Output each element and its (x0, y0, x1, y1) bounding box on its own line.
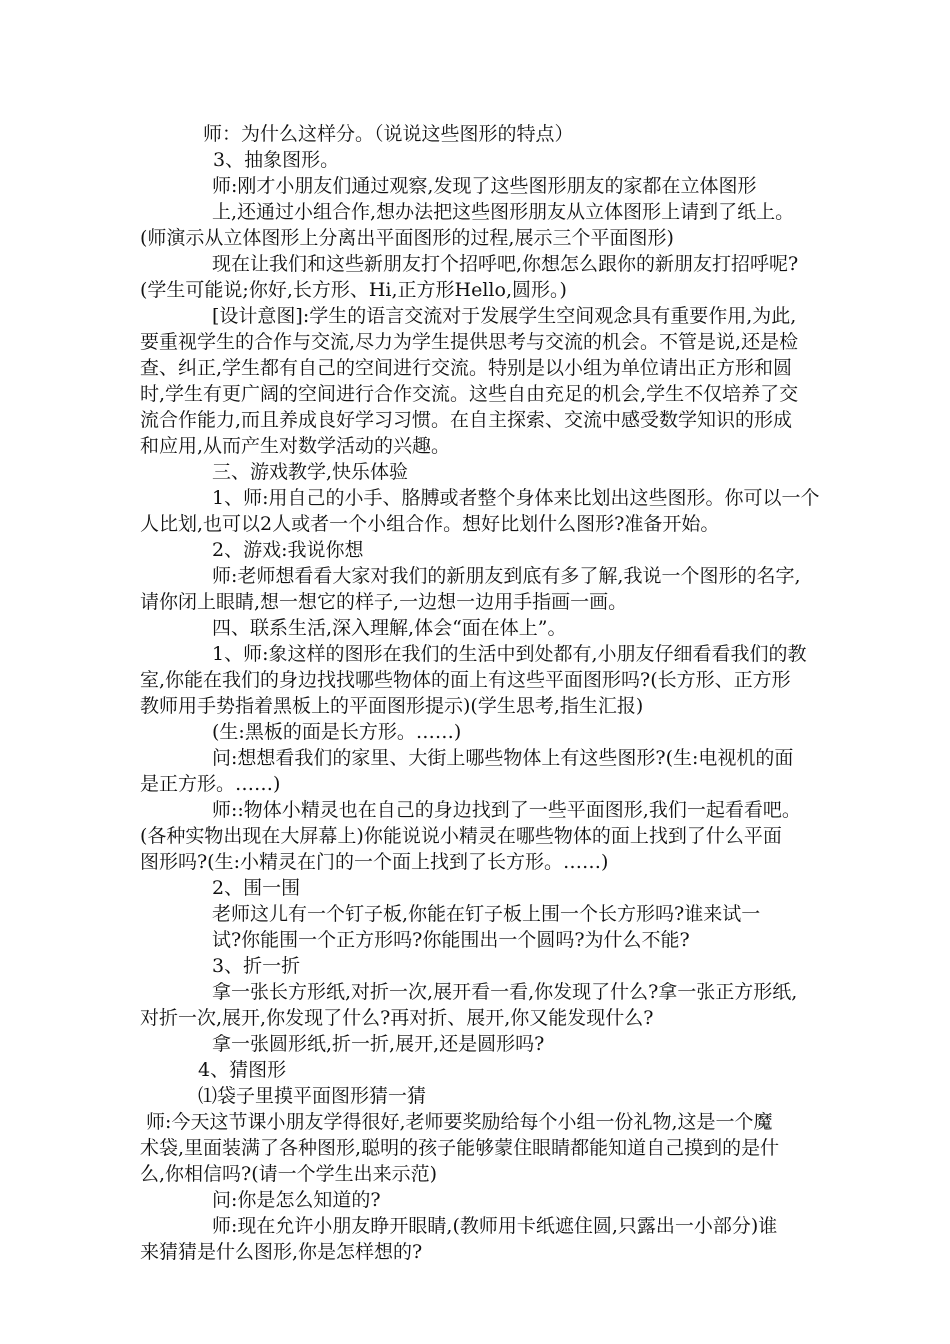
text-line: 拿一张圆形纸,折一折,展开,还是圆形吗? (212, 1033, 545, 1055)
text-line: 对折一次,展开,你发现了什么?再对折、展开,你又能发现什么? (140, 1007, 654, 1029)
text-line: 问:想想看我们的家里、大街上哪些物体上有这些图形?(生:电视机的面 (212, 747, 794, 769)
text-line: 人比划,也可以2人或者一个小组合作。想好比划什么图形?准备开始。 (140, 513, 720, 535)
text-line: 上,还通过小组合作,想办法把这些图形朋友从立体图形上请到了纸上。 (212, 201, 795, 223)
text-line: ⑴袋子里摸平面图形猜一猜 (198, 1085, 427, 1107)
section-heading: 4、猜图形 (198, 1059, 287, 1081)
text-line: 时,学生有更广阔的空间进行合作交流。这些自由充足的机会,学生不仅培养了交 (140, 383, 799, 405)
section-heading: 三、游戏教学,快乐体验 (212, 461, 409, 483)
text-line: 师:现在允许小朋友睁开眼睛,(教师用卡纸遮住圆,只露出一小部分)谁 (212, 1215, 778, 1237)
text-line: 教师用手势指着黑板上的平面图形提示)(学生思考,指生汇报) (140, 695, 644, 717)
text-line: 图形吗?(生:小精灵在门的一个面上找到了长方形。……) (140, 851, 609, 873)
section-heading: 四、联系生活,深入理解,体会“面在体上”。 (212, 617, 567, 639)
text-line: 和应用,从而产生对数学活动的兴趣。 (140, 435, 451, 457)
text-line: (师演示从立体图形上分离出平面图形的过程,展示三个平面图形) (140, 227, 674, 249)
text-line: 2、游戏:我说你想 (212, 539, 364, 561)
text-line: 1、师:用自己的小手、胳膊或者整个身体来比划出这些图形。你可以一个 (212, 487, 820, 509)
text-line: 拿一张长方形纸,对折一次,展开看一看,你发现了什么?拿一张正方形纸, (212, 981, 798, 1003)
text-line: 1、师:象这样的图形在我们的生活中到处都有,小朋友仔细看看我们的教 (212, 643, 807, 665)
section-heading: 3、抽象图形。 (213, 149, 340, 171)
text-line: 师:刚才小朋友们通过观察,发现了这些图形朋友的家都在立体图形 (212, 175, 757, 197)
text-line: 师：为什么这样分。（说说这些图形的特点） (203, 123, 574, 145)
text-line: 么,你相信吗?(请一个学生出来示范) (140, 1163, 438, 1185)
text-line: 师:老师想看看大家对我们的新朋友到底有多了解,我说一个图形的名字, (212, 565, 801, 587)
text-line: 现在让我们和这些新朋友打个招呼吧,你想怎么跟你的新朋友打招呼呢? (212, 253, 799, 275)
text-line: (学生可能说;你好,长方形、Hi,正方形Hello,圆形。) (140, 279, 567, 301)
text-line: 试?你能围一个正方形吗?你能围出一个圆吗?为什么不能? (212, 929, 690, 951)
text-line: 术袋,里面装满了各种图形,聪明的孩子能够蒙住眼睛都能知道自己摸到的是什 (140, 1137, 780, 1159)
text-line: (各种实物出现在大屏幕上)你能说说小精灵在哪些物体的面上找到了什么平面 (140, 825, 782, 847)
text-line: 室,你能在我们的身边找找哪些物体的面上有这些平面图形吗?(长方形、正方形 (140, 669, 791, 691)
text-line: 师::物体小精灵也在自己的身边找到了一些平面图形,我们一起看看吧。 (212, 799, 801, 821)
text-line: 是正方形。……) (140, 773, 281, 795)
text-line: 老师这儿有一个钉子板,你能在钉子板上围一个长方形吗?谁来试一 (212, 903, 761, 925)
section-heading: 3、折一折 (212, 955, 301, 977)
text-line: 流合作能力,而且养成良好学习习惯。在自主探索、交流中感受数学知识的形成 (140, 409, 793, 431)
text-line: 要重视学生的合作与交流,尽力为学生提供思考与交流的机会。不管是说,还是检 (140, 331, 799, 353)
text-line: 问:你是怎么知道的? (212, 1189, 381, 1211)
text-line: 来猜猜是什么图形,你是怎样想的? (140, 1241, 423, 1263)
text-line: [设计意图]:学生的语言交流对于发展学生空间观念具有重要作用,为此, (212, 305, 797, 327)
section-heading: 2、围一围 (212, 877, 301, 899)
text-line: (生:黑板的面是长方形。……) (212, 721, 462, 743)
text-line: 师:今天这节课小朋友学得很好,老师要奖励给每个小组一份礼物,这是一个魔 (140, 1111, 773, 1133)
text-line: 查、纠正,学生都有自己的空间进行交流。特别是以小组为单位请出正方形和圆 (140, 357, 793, 379)
text-line: 请你闭上眼睛,想一想它的样子,一边想一边用手指画一画。 (140, 591, 628, 613)
